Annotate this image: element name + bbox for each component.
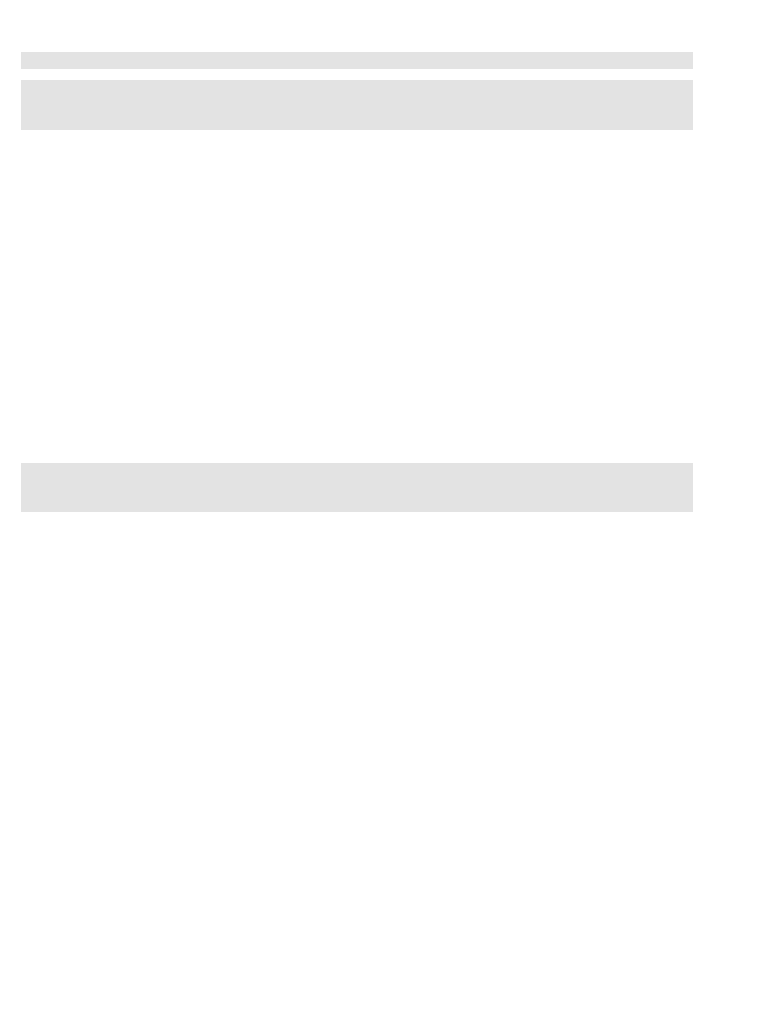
s1-column-header-band xyxy=(21,97,693,130)
total-row-realizado xyxy=(566,418,610,429)
section1-title xyxy=(21,80,693,97)
total-row-previsto xyxy=(523,447,566,463)
total-row-previsto xyxy=(523,430,566,446)
page-title xyxy=(21,52,693,69)
s2-column-header-band xyxy=(21,480,693,512)
total-row-previsto xyxy=(523,418,566,429)
total-row-realizado xyxy=(566,447,610,463)
section2-title xyxy=(21,463,693,480)
total-row-realizado xyxy=(566,430,610,446)
